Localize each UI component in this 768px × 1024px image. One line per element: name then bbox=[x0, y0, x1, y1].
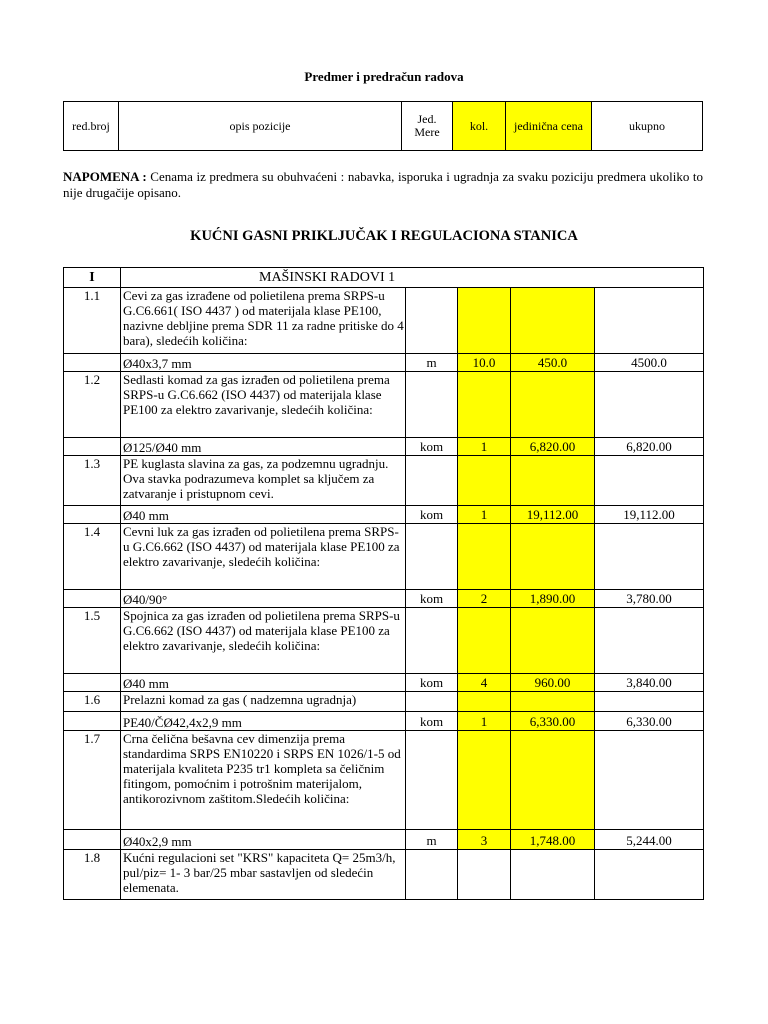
item-spec-row bbox=[64, 712, 704, 731]
header-kol: kol. bbox=[453, 102, 506, 151]
item-unit: m bbox=[406, 354, 458, 372]
total-cell bbox=[595, 288, 704, 354]
item-description: Spojnica za gas izrađen od polietilena prema SRPS-u G.C6.662 (ISO 4437) od materijala klase PE100 za elektro zavarivanje, sledećih količina: bbox=[121, 608, 406, 674]
price-cell bbox=[511, 608, 595, 674]
item-total: 6,820.00 bbox=[595, 438, 704, 456]
price-cell bbox=[511, 692, 595, 712]
header-ukupno: ukupno bbox=[592, 102, 703, 151]
item-number-empty bbox=[64, 674, 121, 692]
item-number-empty bbox=[64, 438, 121, 456]
unit-cell bbox=[406, 608, 458, 674]
item-description: Cevni luk za gas izrađen od polietilena prema SRPS-u G.C6.662 (ISO 4437) od materijala klase PE100 za elektro zavarivanje, sledećih količina: bbox=[121, 524, 406, 590]
item-total: 19,112.00 bbox=[595, 506, 704, 524]
item-unit: kom bbox=[406, 674, 458, 692]
item-price: 1,890.00 bbox=[511, 590, 595, 608]
qty-cell bbox=[458, 372, 511, 438]
item-qty: 2 bbox=[458, 590, 511, 608]
item-number-empty bbox=[64, 830, 121, 850]
item-qty: 3 bbox=[458, 830, 511, 850]
item-price: 450.0 bbox=[511, 354, 595, 372]
item-spec: Ø40 mm bbox=[121, 506, 406, 524]
header-jed-mere bbox=[402, 102, 453, 151]
price-cell bbox=[511, 731, 595, 830]
header-jedinicna-cena: jedinična cena bbox=[506, 102, 592, 151]
item-qty: 10.0 bbox=[458, 354, 511, 372]
document-title: Predmer i predračun radova bbox=[304, 69, 464, 84]
item-desc-row bbox=[64, 731, 704, 830]
item-spec-row bbox=[64, 830, 704, 850]
item-number: 1.8 bbox=[64, 850, 121, 900]
item-desc-row bbox=[64, 692, 704, 712]
item-total: 3,780.00 bbox=[595, 590, 704, 608]
item-unit: kom bbox=[406, 590, 458, 608]
item-number: 1.7 bbox=[64, 731, 121, 830]
item-price: 19,112.00 bbox=[511, 506, 595, 524]
item-qty: 4 bbox=[458, 674, 511, 692]
price-cell bbox=[511, 288, 595, 354]
item-price: 6,330.00 bbox=[511, 712, 595, 731]
item-description: Prelazni komad za gas ( nadzemna ugradnja) bbox=[121, 692, 406, 712]
item-number: 1.3 bbox=[64, 456, 121, 506]
item-description: Crna čelična bešavna cev dimenzija prema standardima SRPS EN10220 i SRPS EN 1026/1-5 od materijala kvaliteta P235 tr1 kompleta sa čeličnim fitingom, pomoćnim i potrošnim materijalom, antikorozivnom zaštitom.Sledećih količina: bbox=[121, 731, 406, 830]
note-paragraph bbox=[63, 169, 703, 201]
item-desc-row bbox=[64, 524, 704, 590]
item-spec: PE40/ČØ42,4x2,9 mm bbox=[121, 712, 406, 731]
item-number: 1.2 bbox=[64, 372, 121, 438]
item-spec-row bbox=[64, 590, 704, 608]
item-qty: 1 bbox=[458, 712, 511, 731]
item-qty: 1 bbox=[458, 438, 511, 456]
item-spec-row bbox=[64, 674, 704, 692]
item-spec-row bbox=[64, 438, 704, 456]
item-number-empty bbox=[64, 590, 121, 608]
note-text: Cenama iz predmera su obuhvaćeni : nabavka, isporuka i ugradnja za svaku poziciju predmera ukoliko to nije drugačije opisano. bbox=[63, 169, 703, 200]
qty-cell bbox=[458, 608, 511, 674]
item-unit: kom bbox=[406, 438, 458, 456]
note-label: NAPOMENA : bbox=[63, 169, 147, 184]
item-desc-row bbox=[64, 288, 704, 354]
price-cell bbox=[511, 372, 595, 438]
item-desc-row bbox=[64, 850, 704, 900]
price-cell bbox=[511, 850, 595, 900]
qty-cell bbox=[458, 456, 511, 506]
price-cell bbox=[511, 456, 595, 506]
item-number: 1.4 bbox=[64, 524, 121, 590]
header-red-broj: red.broj bbox=[64, 102, 119, 151]
item-description: Cevi za gas izrađene od polietilena prema SRPS-u G.C6.661( ISO 4437 ) od materijala klase PE100, nazivne debljine prema SDR 11 za radne pritiske do 4 bara), sledećih količina: bbox=[121, 288, 406, 354]
item-number: 1.1 bbox=[64, 288, 121, 354]
items-table bbox=[63, 267, 704, 900]
total-cell bbox=[595, 692, 704, 712]
unit-cell bbox=[406, 372, 458, 438]
item-desc-row bbox=[64, 456, 704, 506]
item-spec-row bbox=[64, 506, 704, 524]
qty-cell bbox=[458, 524, 511, 590]
total-cell bbox=[595, 850, 704, 900]
item-price: 6,820.00 bbox=[511, 438, 595, 456]
item-number-empty bbox=[64, 354, 121, 372]
item-number-empty bbox=[64, 712, 121, 731]
total-cell bbox=[595, 372, 704, 438]
unit-cell bbox=[406, 456, 458, 506]
qty-cell bbox=[458, 731, 511, 830]
item-price: 960.00 bbox=[511, 674, 595, 692]
section-number: I bbox=[64, 268, 121, 288]
unit-cell bbox=[406, 288, 458, 354]
item-spec: Ø40x2,9 mm bbox=[121, 830, 406, 850]
item-unit: kom bbox=[406, 712, 458, 731]
column-header-table bbox=[63, 101, 703, 151]
item-description: Sedlasti komad za gas izrađen od polietilena prema SRPS-u G.C6.662 (ISO 4437) od materijala klase PE100 za elektro zavarivanje, sledećih količina: bbox=[121, 372, 406, 438]
header-jed-line2: Mere bbox=[414, 125, 440, 139]
unit-cell bbox=[406, 731, 458, 830]
section-row bbox=[64, 268, 704, 288]
item-unit: kom bbox=[406, 506, 458, 524]
item-spec: Ø40/90° bbox=[121, 590, 406, 608]
qty-cell bbox=[458, 288, 511, 354]
qty-cell bbox=[458, 850, 511, 900]
price-cell bbox=[511, 524, 595, 590]
total-cell bbox=[595, 608, 704, 674]
item-number: 1.5 bbox=[64, 608, 121, 674]
item-spec: Ø40 mm bbox=[121, 674, 406, 692]
header-jed-line1: Jed. bbox=[417, 112, 437, 126]
item-total: 3,840.00 bbox=[595, 674, 704, 692]
item-total: 5,244.00 bbox=[595, 830, 704, 850]
qty-cell bbox=[458, 692, 511, 712]
total-cell bbox=[595, 524, 704, 590]
item-number-empty bbox=[64, 506, 121, 524]
item-desc-row bbox=[64, 372, 704, 438]
item-desc-row bbox=[64, 608, 704, 674]
item-total: 4500.0 bbox=[595, 354, 704, 372]
item-description: Kućni regulacioni set "KRS" kapaciteta Q= 25m3/h, pul/piz= 1- 3 bar/25 mbar sastavljen od sledećin elemenata. bbox=[121, 850, 406, 900]
item-spec: Ø125/Ø40 mm bbox=[121, 438, 406, 456]
item-spec: Ø40x3,7 mm bbox=[121, 354, 406, 372]
unit-cell bbox=[406, 524, 458, 590]
item-unit: m bbox=[406, 830, 458, 850]
item-number: 1.6 bbox=[64, 692, 121, 712]
unit-cell bbox=[406, 692, 458, 712]
total-cell bbox=[595, 456, 704, 506]
header-opis-pozicije: opis pozicije bbox=[119, 102, 402, 151]
item-spec-row bbox=[64, 354, 704, 372]
item-qty: 1 bbox=[458, 506, 511, 524]
section-title: KUĆNI GASNI PRIKLJUČAK I REGULACIONA STANICA bbox=[190, 228, 578, 244]
unit-cell bbox=[406, 850, 458, 900]
item-total: 6,330.00 bbox=[595, 712, 704, 731]
item-price: 1,748.00 bbox=[511, 830, 595, 850]
item-description: PE kuglasta slavina za gas, za podzemnu ugradnju. Ova stavka podrazumeva komplet sa ključem za zatvaranje i pristupnom cevi. bbox=[121, 456, 406, 506]
total-cell bbox=[595, 731, 704, 830]
section-name: MAŠINSKI RADOVI 1 bbox=[121, 268, 704, 288]
